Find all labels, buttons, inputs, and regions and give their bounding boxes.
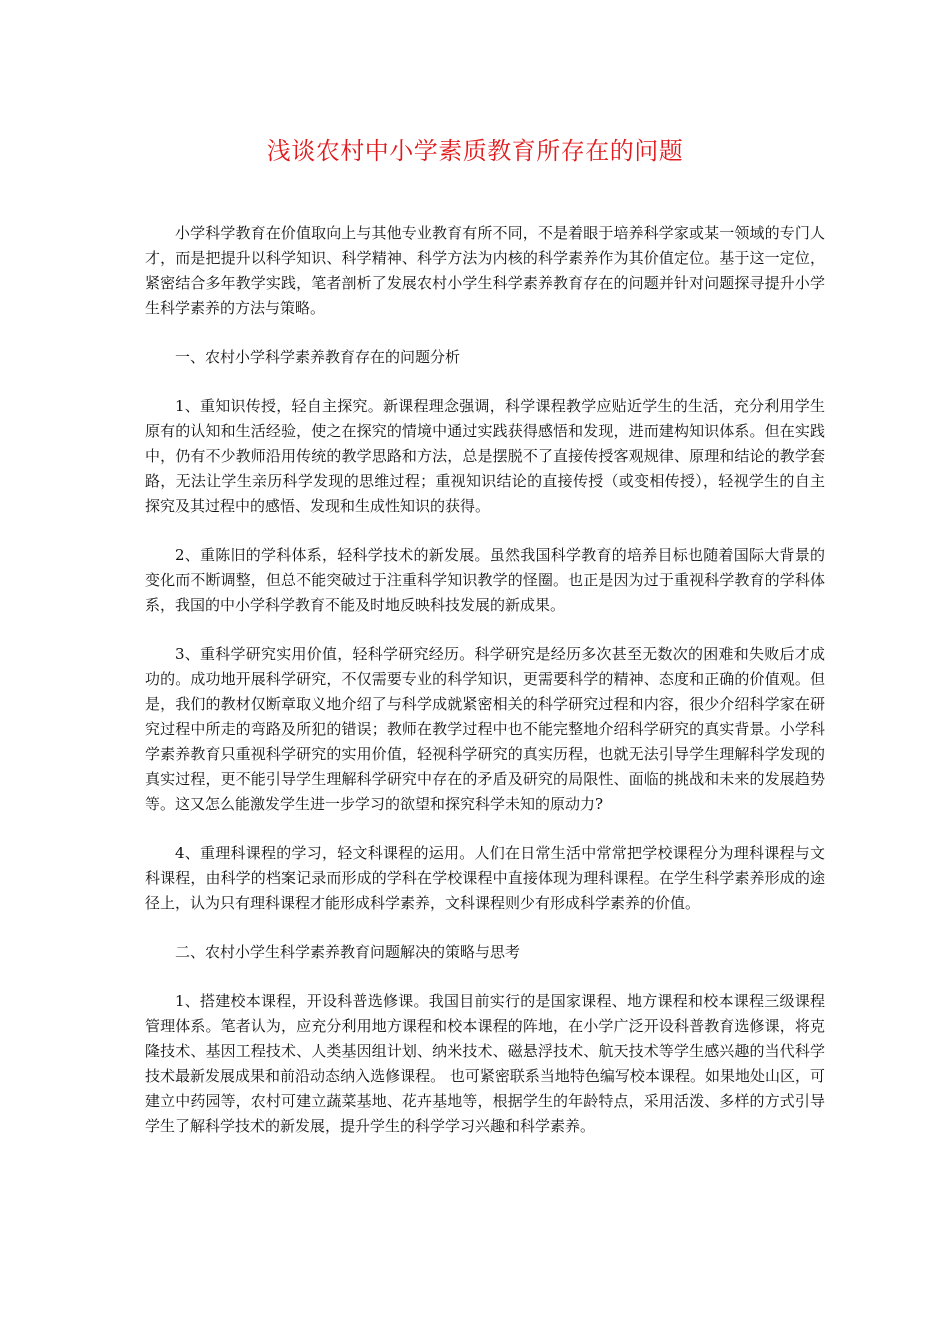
document-body [145,221,825,1163]
paragraph-point-2: 2、重陈旧的学科体系，轻科学技术的新发展。虽然我国科学教育的培养目标也随着国际大背景的变化而不断调整，但总不能突破过于注重科学知识教学的怪圈。也正是因为过于重视科学教育的学科体系，我国的中小学科学教育不能及时地反映科技发展的新成果。 [145,546,825,614]
paragraph-point-3: 3、重科学研究实用价值，轻科学研究经历。科学研究是经历多次甚至无数次的困难和失败后才成功的。成功地开展科学研究，不仅需要专业的科学知识，更需要科学的精神、态度和正确的价值观。但是，我们的教材仅断章取义地介绍了与科学成就紧密相关的科学研究过程和内容，很少介绍科学家在研究过程中所走的弯路及所犯的错误；教师在教学过程中也不能完整地介绍科学研究的真实背景。小学科学素养教育只重视科学研究的实用价值，轻视科学研究的真实历程，也就无法引导学生理解科学发现的真实过程，更不能引导学生理解科学研究中存在的矛盾及研究的局限性、面临的挑战和未来的发展趋势等。这又怎么能激发学生进一步学习的欲望和探究科学未知的原动力? [145,645,825,813]
paragraph-intro: 小学科学教育在价值取向上与其他专业教育有所不同，不是着眼于培养科学家或某一领域的专门人才，而是把提升以科学知识、科学精神、科学方法为内核的科学素养作为其价值定位。基于这一定位，紧密结合多年教学实践，笔者剖析了发展农村小学生科学素养教育存在的问题并针对问题探寻提升小学生科学素养的方法与策略。 [145,224,825,317]
paragraph-point-4: 4、重理科课程的学习，轻文科课程的运用。人们在日常生活中常常把学校课程分为理科课程与文科课程，由科学的档案记录而形成的学科在学校课程中直接体现为理科课程。在学生科学素养形成的途径上，认为只有理科课程才能形成科学素养，文科课程则少有形成科学素养的价值。 [145,844,825,912]
paragraph-strategy-1: 1、搭建校本课程，开设科普选修课。我国目前实行的是国家课程、地方课程和校本课程三级课程管理体系。笔者认为，应充分利用地方课程和校本课程的阵地，在小学广泛开设科普教育选修课，将克隆技术、基因工程技术、人类基因组计划、纳米技术、磁悬浮技术、航天技术等学生感兴趣的当代科学技术最新发展成果和前沿动态纳入选修课程。 也可紧密联系当地特色编写校本课程。如果地处山区，可建立中药园等，农村可建立蔬菜基地、花卉基地等，根据学生的年龄特点，采用活泼、多样的方式引导学生了解科学技术的新发展，提升学生的科学学习兴趣和科学素养。 [145,992,825,1135]
section-heading-2: 二、农村小学生科学素养教育问题解决的策略与思考 [175,943,521,961]
paragraph-point-1: 1、重知识传授，轻自主探究。新课程理念强调，科学课程教学应贴近学生的生活，充分利用学生原有的认知和生活经验，使之在探究的情境中通过实践获得感悟和发现，进而建构知识体系。但在实践中，仍有不少教师沿用传统的教学思路和方法，总是摆脱不了直接传授客观规律、原理和结论的教学套路，无法让学生亲历科学发现的思维过程；重视知识结论的直接传授（或变相传授），轻视学生的自主探究及其过程中的感悟、发现和生成性知识的获得。 [145,397,825,515]
document-title: 浅谈农村中小学素质教育所存在的问题 [266,137,684,165]
section-heading-1: 一、农村小学科学素养教育存在的问题分析 [175,348,461,366]
